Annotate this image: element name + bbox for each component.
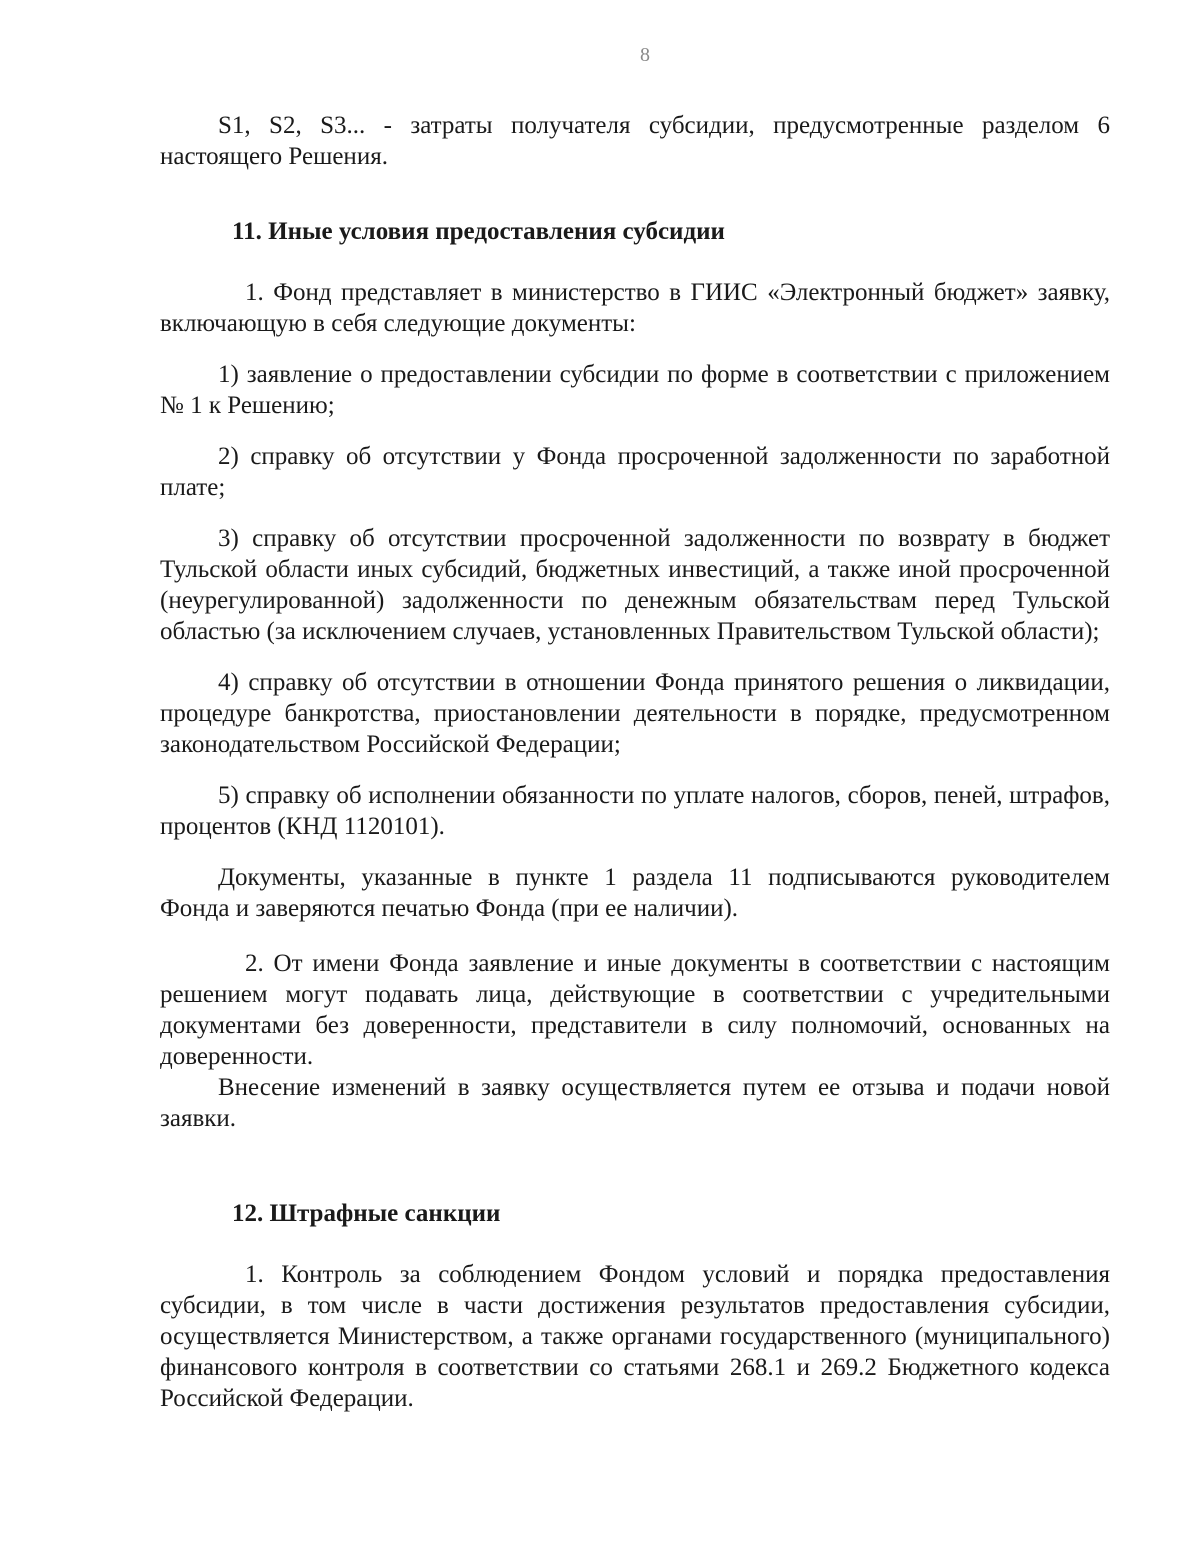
list-item-2: 2) справку об отсутствии у Фонда просроченной задолженности по заработной плате;: [160, 443, 1110, 501]
paragraph-12-1: 1. Контроль за соблюдением Фондом условий и порядка предоставления субсидии, в том числе в части достижения результатов предоставления субсидии, осуществляется Министерством, а также органами государственного (муниципального) финансового контроля в соответствии со статьями 268.1 и 269.2 Бюджетного кодекса Российской Федерации.: [160, 1261, 1110, 1412]
paragraph-11-2: 2. От имени Фонда заявление и иные документы в соответствии с настоящим решением могут подавать лица, действующие в соответствии с учредительными документами без доверенности, представители в силу полномочий, основанных на доверенности.: [160, 950, 1110, 1070]
paragraph-11-1: 1. Фонд представляет в министерство в ГИИС «Электронный бюджет» заявку, включающую в себя следующие документы:: [160, 279, 1110, 337]
paragraph-documents-signing: Документы, указанные в пункте 1 раздела 11 подписываются руководителем Фонда и заверяются печатью Фонда (при ее наличии).: [160, 864, 1110, 922]
list-item-5: 5) справку об исполнении обязанности по уплате налогов, сборов, пеней, штрафов, процентов (КНД 1120101).: [160, 782, 1110, 840]
paragraph-cost-definition: S1, S2, S3... - затраты получателя субсидии, предусмотренные разделом 6 настоящего Решения.: [160, 112, 1110, 170]
page-number: 8: [640, 44, 650, 66]
document-body: [160, 110, 1110, 1414]
section-heading-11: 11. Иные условия предоставления субсидии: [232, 218, 725, 245]
section-heading-12: 12. Штрафные санкции: [232, 1200, 501, 1227]
paragraph-application-changes: Внесение изменений в заявку осуществляется путем ее отзыва и подачи новой заявки.: [160, 1074, 1110, 1132]
list-item-1: 1) заявление о предоставлении субсидии по форме в соответствии с приложением № 1 к Решению;: [160, 361, 1110, 419]
list-item-3: 3) справку об отсутствии просроченной задолженности по возврату в бюджет Тульской области иных субсидий, бюджетных инвестиций, а также иной просроченной (неурегулированной) задолженности по денежным обязательствам перед Тульской областью (за исключением случаев, установленных Правительством Тульской области);: [160, 525, 1110, 645]
list-item-4: 4) справку об отсутствии в отношении Фонда принятого решения о ликвидации, процедуре банкротства, приостановлении деятельности в порядке, предусмотренном законодательством Российской Федерации;: [160, 669, 1110, 758]
